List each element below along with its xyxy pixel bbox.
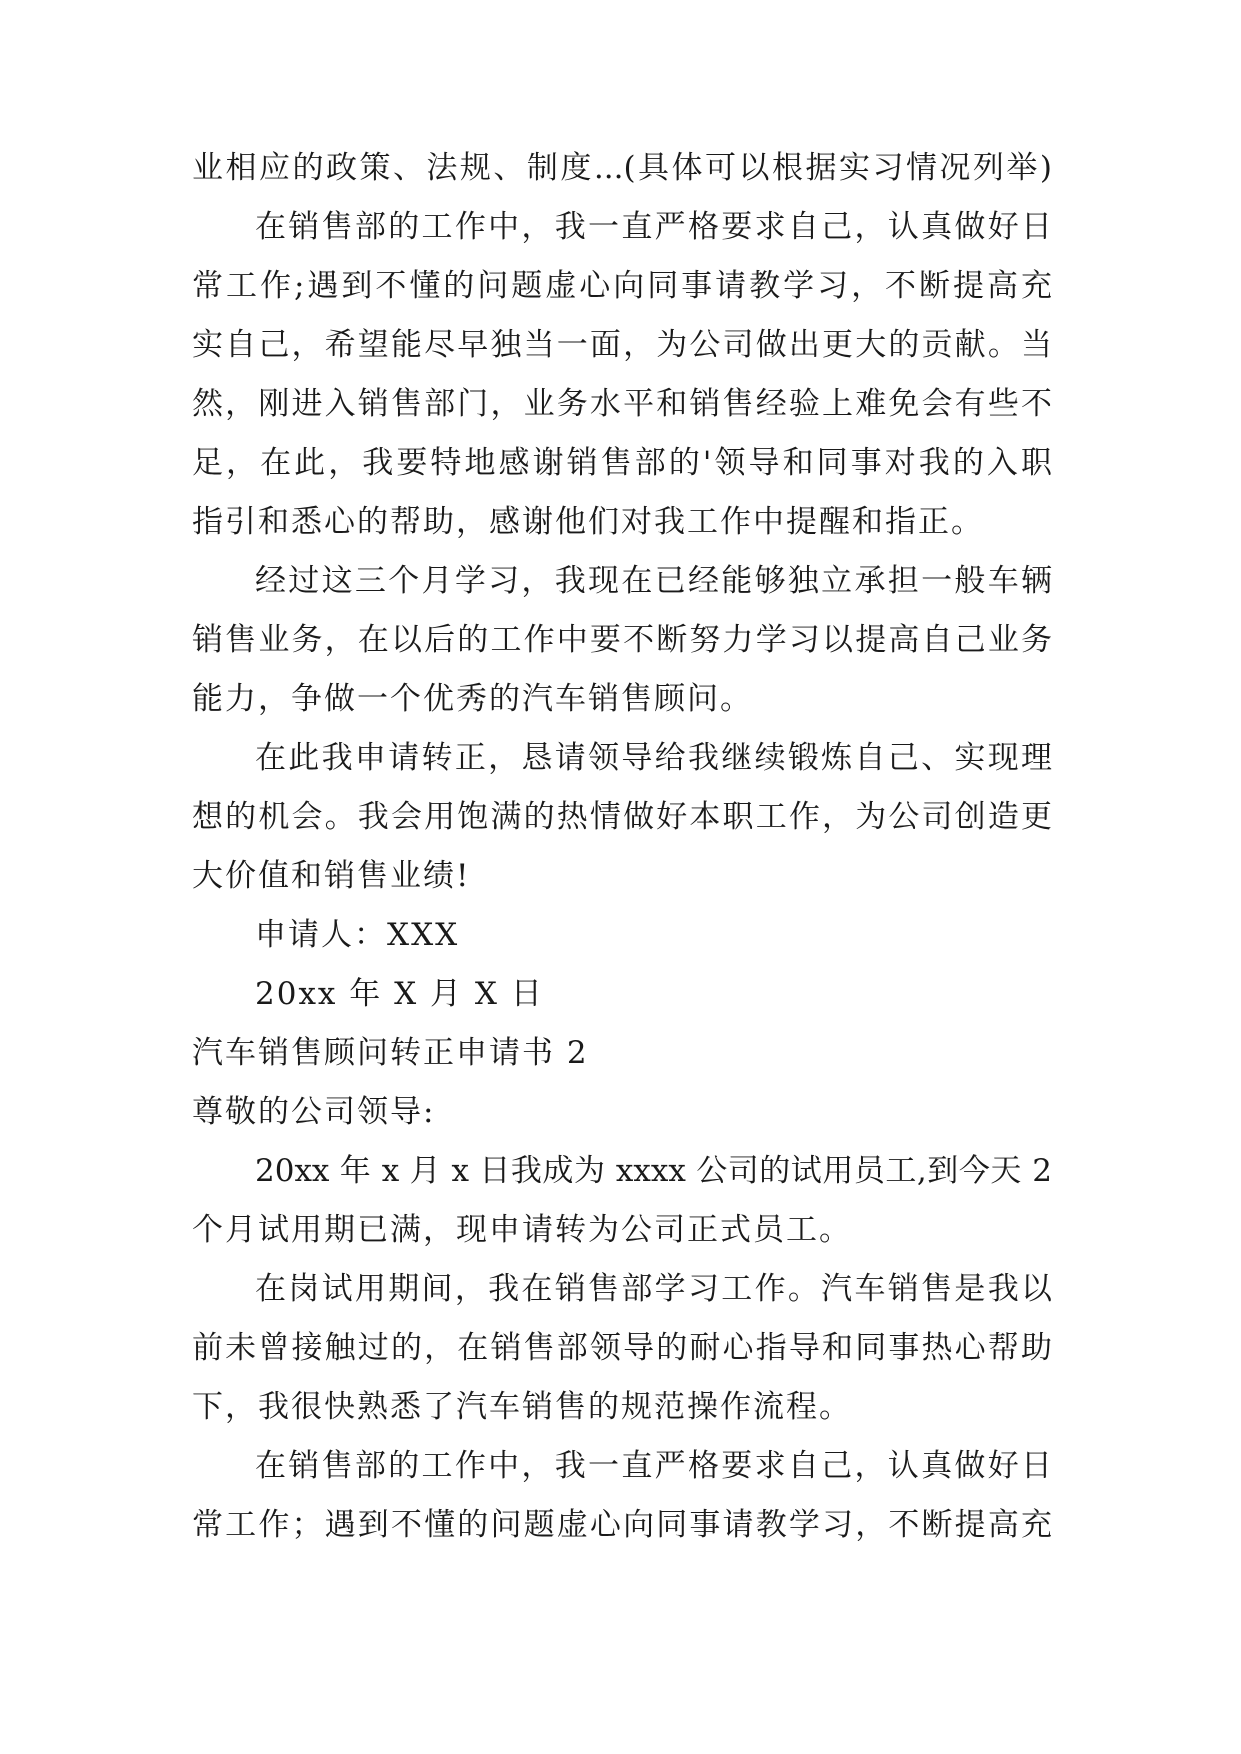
text-line: 实自己，希望能尽早独当一面，为公司做出更大的贡献。当 <box>192 327 1052 363</box>
text-line: 大价值和销售业绩! <box>192 858 471 894</box>
text-line: 足，在此，我要特地感谢销售部的'领导和同事对我的入职 <box>192 445 1052 481</box>
salutation: 尊敬的公司领导: <box>192 1094 436 1130</box>
text-line: 然，刚进入销售部门，业务水平和销售经验上难免会有些不 <box>192 386 1052 422</box>
section-title: 汽车销售顾问转正申请书 2 <box>192 1035 589 1071</box>
text-line: 在岗试用期间，我在销售部学习工作。汽车销售是我以 <box>255 1271 1052 1307</box>
text-line: 能力，争做一个优秀的汽车销售顾问。 <box>192 681 753 717</box>
text-line: 在此我申请转正，恳请领导给我继续锻炼自己、实现理 <box>255 740 1052 776</box>
text-line: 前未曾接触过的，在销售部领导的耐心指导和同事热心帮助 <box>192 1330 1052 1366</box>
applicant-line: 申请人：XXX <box>255 917 460 953</box>
text-line: 下，我很快熟悉了汽车销售的规范操作流程。 <box>192 1389 852 1425</box>
text-line: 销售业务，在以后的工作中要不断努力学习以提高自己业务 <box>192 622 1052 658</box>
text-line: 想的机会。我会用饱满的热情做好本职工作，为公司创造更 <box>192 799 1052 835</box>
text-line: 在销售部的工作中，我一直严格要求自己，认真做好日 <box>255 209 1052 245</box>
text-line: 常工作；遇到不懂的问题虚心向同事请教学习，不断提高充 <box>192 1507 1052 1543</box>
date-line: 20xx 年 X 月 X 日 <box>255 976 544 1012</box>
text-line: 经过这三个月学习，我现在已经能够独立承担一般车辆 <box>255 563 1052 599</box>
text-line: 业相应的政策、法规、制度...(具体可以根据实习情况列举) <box>192 150 1052 186</box>
text-line: 常工作;遇到不懂的问题虚心向同事请教学习，不断提高充 <box>192 268 1052 304</box>
text-line: 指引和悉心的帮助，感谢他们对我工作中提醒和指正。 <box>192 504 984 540</box>
text-line: 个月试用期已满，现申请转为公司正式员工。 <box>192 1212 852 1248</box>
text-line: 20xx 年 x 月 x 日我成为 xxxx 公司的试用员工,到今天 2 <box>255 1153 1052 1189</box>
text-line: 在销售部的工作中，我一直严格要求自己，认真做好日 <box>255 1448 1052 1484</box>
